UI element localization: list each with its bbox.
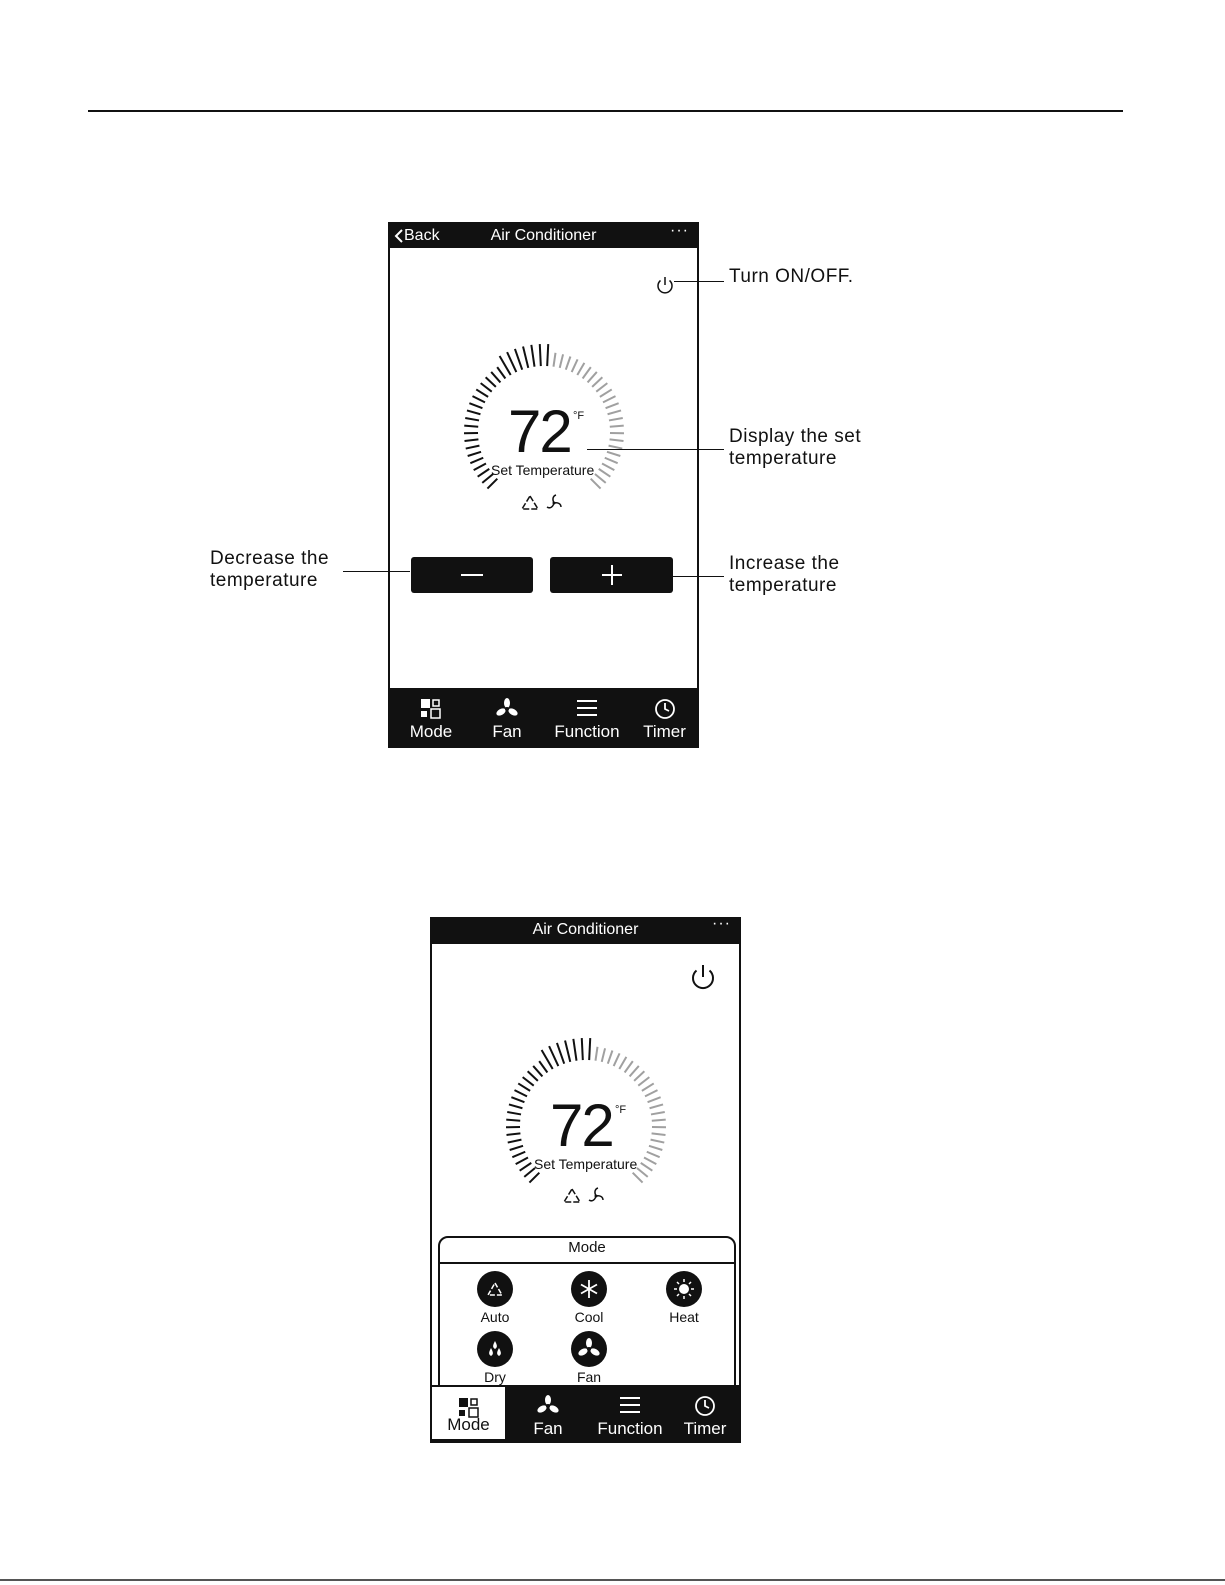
sun-icon <box>673 1278 695 1300</box>
mode-icon-bg <box>666 1271 702 1307</box>
fan-indicator-icon <box>544 493 564 513</box>
tab-label: Timer <box>643 722 686 741</box>
dial-tick-active <box>515 349 522 370</box>
mode-label: Fan <box>576 1369 602 1385</box>
dial-tick-active <box>497 367 505 378</box>
dial-tick-inactive <box>610 439 624 441</box>
dial-tick-active <box>508 1140 522 1143</box>
dial-tick-inactive <box>608 410 621 414</box>
dial-tick-active <box>589 1038 590 1060</box>
annotation-line: temperature <box>729 448 837 469</box>
dial-tick-inactive <box>625 1061 633 1072</box>
bottom-tab-bar <box>432 1385 739 1441</box>
dial-tick-active <box>528 1071 538 1081</box>
droplets-icon <box>485 1339 505 1359</box>
mode-icon <box>420 698 442 720</box>
dial-tick-inactive <box>645 1090 658 1096</box>
dial-tick-active <box>531 345 534 367</box>
dial-tick-inactive <box>652 1133 666 1135</box>
tab-fan[interactable] <box>507 1385 589 1443</box>
annotation-increase <box>729 553 840 597</box>
dial-tick-active <box>476 389 488 396</box>
dial-tick-active <box>512 1152 525 1157</box>
dial-tick-active <box>487 479 497 489</box>
leader-line-increase <box>672 576 724 577</box>
leader-line-decrease <box>343 571 410 572</box>
dial-tick-active <box>529 1173 539 1183</box>
dial-tick-active <box>474 463 486 470</box>
app-title: Air Conditioner <box>490 227 597 244</box>
temperature-caption: Set Temperature <box>534 1156 638 1172</box>
dial-tick-active <box>486 377 496 387</box>
more-menu-button[interactable]: ··· <box>712 915 731 932</box>
dial-tick-active <box>549 1046 558 1066</box>
menu-lines-icon <box>619 1395 641 1415</box>
dial-tick-active <box>518 1083 530 1090</box>
dial-tick-active <box>465 418 479 420</box>
mode-panel-title: Mode <box>440 1239 734 1264</box>
dial-tick-inactive <box>647 1152 660 1157</box>
dial-tick-inactive <box>630 1066 639 1077</box>
app-title: Air Conditioner <box>532 921 639 938</box>
tab-fan[interactable] <box>472 688 542 746</box>
mode-option-cool[interactable] <box>554 1271 624 1325</box>
mode-icon-bg <box>571 1331 607 1367</box>
dial-tick-active <box>481 383 492 392</box>
mode-label: Heat <box>669 1309 699 1325</box>
dial-tick-active <box>467 410 480 414</box>
mode-option-heat[interactable] <box>649 1271 719 1325</box>
tab-label: Timer <box>683 1419 727 1438</box>
tab-label: Fan <box>492 722 522 741</box>
dial-tick-inactive <box>642 1083 654 1090</box>
dial-tick-inactive <box>577 363 584 375</box>
phone-screen-main <box>388 222 699 748</box>
dial-tick-inactive <box>572 359 578 372</box>
leader-line-display <box>587 449 724 450</box>
dial-tick-active <box>507 1133 521 1135</box>
auto-mode-indicator-icon <box>520 494 540 512</box>
dial-tick-active <box>491 372 500 383</box>
dial-tick-active <box>472 396 485 402</box>
tab-label: Fan <box>533 1419 563 1438</box>
mode-icon-bg <box>571 1271 607 1307</box>
annotation-decrease <box>210 548 329 592</box>
dial-tick-active <box>547 344 548 366</box>
dial-tick-active <box>533 1066 542 1077</box>
clock-icon <box>654 698 676 720</box>
dial-tick-inactive <box>592 377 602 387</box>
mode-selection-panel <box>438 1236 736 1388</box>
mode-option-auto[interactable] <box>460 1271 530 1325</box>
dial-tick-inactive <box>609 418 623 420</box>
annotation-line: temperature <box>729 575 837 596</box>
dial-tick-inactive <box>607 452 620 456</box>
more-menu-button[interactable]: ··· <box>670 222 689 239</box>
dial-tick-active <box>514 1090 527 1096</box>
dial-tick-active <box>523 1077 534 1086</box>
dial-tick-inactive <box>602 463 614 470</box>
annotation-display <box>729 426 861 470</box>
dial-tick-active <box>478 469 490 477</box>
dial-tick-active <box>511 1097 524 1102</box>
dial-tick-active <box>573 1039 576 1061</box>
phone-screen-mode <box>430 917 741 1443</box>
dial-tick-inactive <box>637 1168 648 1177</box>
annotation-line: Display the set <box>729 426 862 447</box>
dial-tick-inactive <box>566 356 571 369</box>
fan-icon <box>578 1338 600 1360</box>
temperature-value: 72 <box>508 398 571 465</box>
annotation-line: temperature <box>210 570 318 591</box>
dial-tick-active <box>465 439 479 441</box>
plus-icon <box>602 565 622 585</box>
dial-tick-inactive <box>599 469 611 477</box>
dial-tick-inactive <box>638 1077 649 1086</box>
dial-tick-inactive <box>633 1173 643 1183</box>
dial-tick-active <box>464 426 478 427</box>
dial-tick-active <box>507 352 516 372</box>
auto-icon <box>486 1281 504 1297</box>
tab-label: Function <box>597 1419 663 1438</box>
temperature-dial[interactable] <box>390 224 697 524</box>
tab-timer[interactable] <box>632 688 697 746</box>
snowflake-icon <box>579 1279 599 1299</box>
auto-mode-indicator-icon <box>562 1187 582 1205</box>
annotation-line: Increase the <box>729 553 840 574</box>
dial-tick-inactive <box>602 1048 605 1062</box>
mode-label: Dry <box>484 1369 506 1385</box>
dial-tick-active <box>510 1146 523 1150</box>
dial-tick-active <box>509 1104 522 1108</box>
dial-tick-inactive <box>651 1112 665 1114</box>
tab-mode[interactable] <box>390 688 472 746</box>
tab-label: Function <box>554 722 620 741</box>
dial-tick-inactive <box>595 474 606 483</box>
dial-tick-active <box>520 1163 532 1171</box>
dial-tick-inactive <box>553 353 555 367</box>
dial-tick-inactive <box>606 403 619 408</box>
dial-tick-inactive <box>649 1146 662 1150</box>
dial-tick-active <box>468 452 481 456</box>
dial-tick-inactive <box>595 1047 597 1061</box>
dial-tick-inactive <box>603 396 616 402</box>
back-label: Back <box>404 227 440 244</box>
leader-line-power <box>674 281 724 282</box>
dial-tick-inactive <box>651 1140 665 1143</box>
temperature-unit: °F <box>615 1104 627 1116</box>
dial-tick-inactive <box>610 426 624 427</box>
tab-label: Mode <box>447 1415 490 1434</box>
dial-tick-inactive <box>652 1120 666 1121</box>
decrease-temperature-button[interactable] <box>411 557 533 593</box>
dial-tick-inactive <box>648 1097 661 1102</box>
mode-option-dry[interactable] <box>460 1331 530 1385</box>
dial-tick-active <box>540 344 541 366</box>
tab-label: Mode <box>409 722 453 741</box>
footer-rule <box>0 1579 1225 1581</box>
dial-tick-active <box>516 1157 528 1164</box>
dial-tick-active <box>469 403 482 408</box>
mode-icon-bg <box>477 1331 513 1367</box>
dial-tick-inactive <box>591 479 601 489</box>
dial-tick-inactive <box>560 354 563 368</box>
dial-tick-active <box>523 347 528 368</box>
temperature-dial[interactable] <box>432 917 739 1217</box>
temperature-caption: Set Temperature <box>491 462 595 478</box>
dial-tick-inactive <box>600 389 612 396</box>
mode-label: Auto <box>480 1309 510 1325</box>
fan-icon <box>537 1395 559 1417</box>
temperature-value: 72 <box>550 1092 613 1159</box>
dial-tick-inactive <box>634 1071 644 1081</box>
minus-icon <box>461 573 483 577</box>
dial-tick-inactive <box>583 367 591 378</box>
tab-function[interactable] <box>589 1385 671 1443</box>
dial-tick-inactive <box>619 1057 626 1069</box>
dial-tick-inactive <box>588 372 597 383</box>
bottom-tab-bar <box>390 688 697 746</box>
dial-tick-inactive <box>608 1050 613 1063</box>
dial-tick-inactive <box>605 458 618 463</box>
dial-tick-inactive <box>614 1053 620 1066</box>
mode-label: Cool <box>574 1309 604 1325</box>
mode-option-fan[interactable] <box>554 1331 624 1385</box>
annotation-line: Decrease the <box>210 548 330 569</box>
dial-tick-inactive <box>650 1104 663 1108</box>
dial-tick-active <box>507 1112 521 1114</box>
clock-icon <box>694 1395 716 1417</box>
dial-tick-inactive <box>596 383 607 392</box>
mode-icon-bg <box>477 1271 513 1307</box>
dial-tick-active <box>565 1041 570 1062</box>
fan-indicator-icon <box>586 1186 606 1206</box>
dial-tick-active <box>470 458 483 463</box>
tab-mode[interactable] <box>430 1385 507 1441</box>
increase-temperature-button[interactable] <box>550 557 673 593</box>
tab-timer[interactable] <box>671 1385 739 1443</box>
dial-tick-active <box>557 1043 564 1064</box>
menu-lines-icon <box>576 698 598 718</box>
dial-tick-inactive <box>644 1157 656 1164</box>
fan-icon <box>496 698 518 720</box>
dial-tick-inactive <box>641 1163 653 1171</box>
dial-tick-active <box>582 1038 583 1060</box>
dial-tick-active <box>506 1120 520 1121</box>
annotation-power: Turn ON/OFF. <box>729 266 854 287</box>
dial-tick-active <box>466 446 480 449</box>
temperature-unit: °F <box>573 410 585 422</box>
dial-tick-active <box>539 1061 547 1072</box>
tab-function[interactable] <box>542 688 632 746</box>
header-rule <box>88 110 1123 112</box>
